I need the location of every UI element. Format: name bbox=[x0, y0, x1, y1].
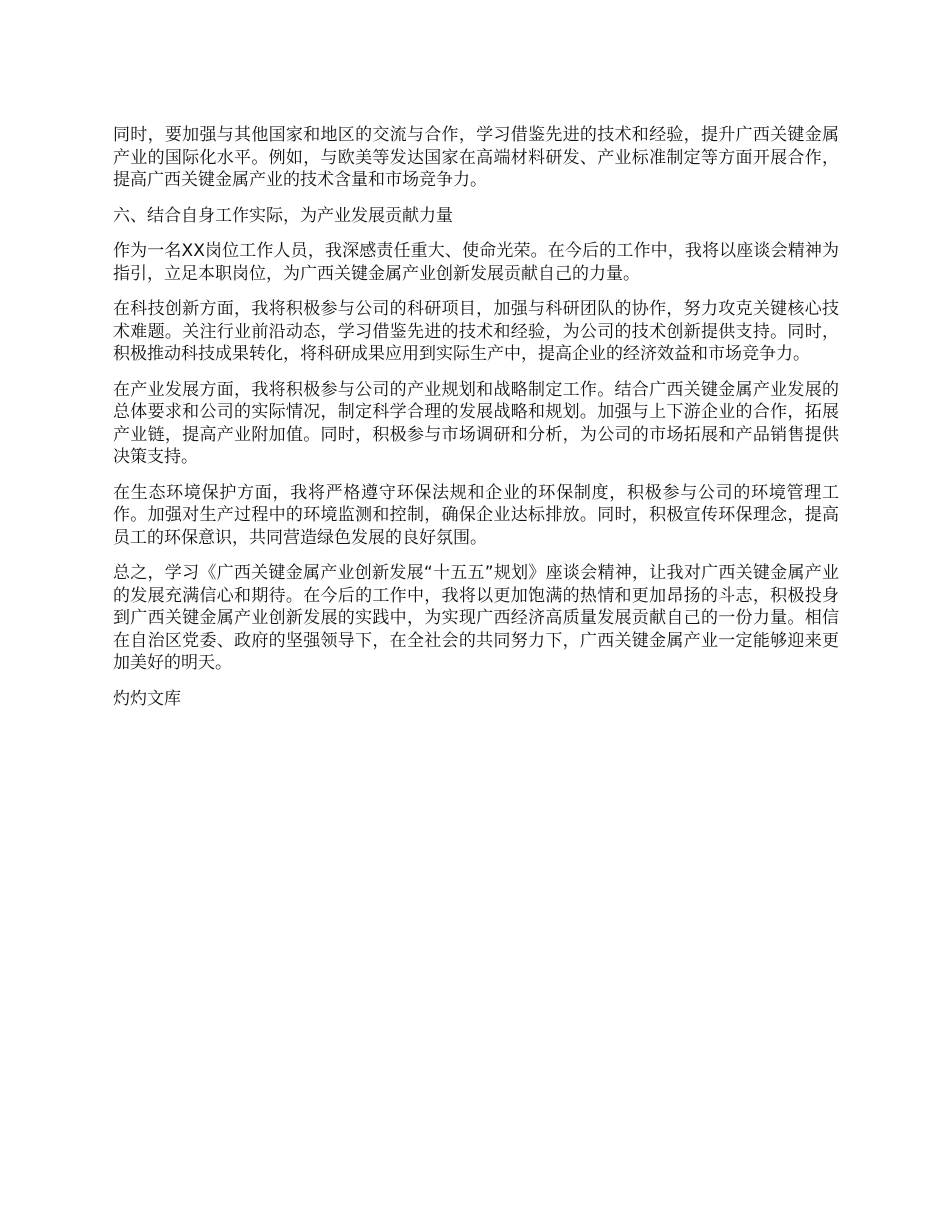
document-page bbox=[113, 124, 839, 723]
paragraph-tech-innovation: 在科技创新方面，我将积极参与公司的科研项目，加强与科研团队的协作，努力攻克关键核心技术难题。关注行业前沿动态，学习借鉴先进的技术和经验，为公司的技术创新提供支持。同时，积极推动科技成果转化，将科研成果应用到实际生产中，提高企业的经济效益和市场竞争力。 bbox=[113, 299, 839, 364]
paragraph-cooperation: 同时，要加强与其他国家和地区的交流与合作，学习借鉴先进的技术和经验，提升广西关键金属产业的国际化水平。例如，与欧美等发达国家在高端材料研发、产业标准制定等方面开展合作，提高广西关键金属产业的技术含量和市场竞争力。 bbox=[113, 125, 839, 190]
source-label: 灼灼文库 bbox=[113, 688, 181, 709]
paragraph-conclusion: 总之，学习《广西关键金属产业创新发展“十五五”规划》座谈会精神，让我对广西关键金属产业的发展充满信心和期待。在今后的工作中，我将以更加饱满的热情和更加昂扬的斗志，积极投身到广西关键金属产业创新发展的实践中，为实现广西经济高质量发展贡献自己的一份力量。相信在自治区党委、政府的坚强领导下，在全社会的共同努力下，广西关键金属产业一定能够迎来更加美好的明天。 bbox=[113, 563, 839, 673]
paragraph-environment: 在生态环境保护方面，我将严格遵守环保法规和企业的环保制度，积极参与公司的环境管理工作。加强对生产过程中的环境监测和控制，确保企业达标排放。同时，积极宣传环保理念，提高员工的环保意识，共同营造绿色发展的良好氛围。 bbox=[113, 482, 839, 548]
paragraph-industry-development: 在产业发展方面，我将积极参与公司的产业规划和战略制定工作。结合广西关键金属产业发展的总体要求和公司的实际情况，制定科学合理的发展战略和规划。加强与上下游企业的合作，拓展产业链，提高产业附加值。同时，积极参与市场调研和分析，为公司的市场拓展和产品销售提供决策支持。 bbox=[113, 379, 839, 467]
paragraph-role: 作为一名XX岗位工作人员，我深感责任重大、使命光荣。在今后的工作中，我将以座谈会精神为指引，立足本职岗位，为广西关键金属产业创新发展贡献自己的力量。 bbox=[113, 241, 839, 284]
section-heading-six: 六、结合自身工作实际，为产业发展贡献力量 bbox=[113, 205, 453, 226]
